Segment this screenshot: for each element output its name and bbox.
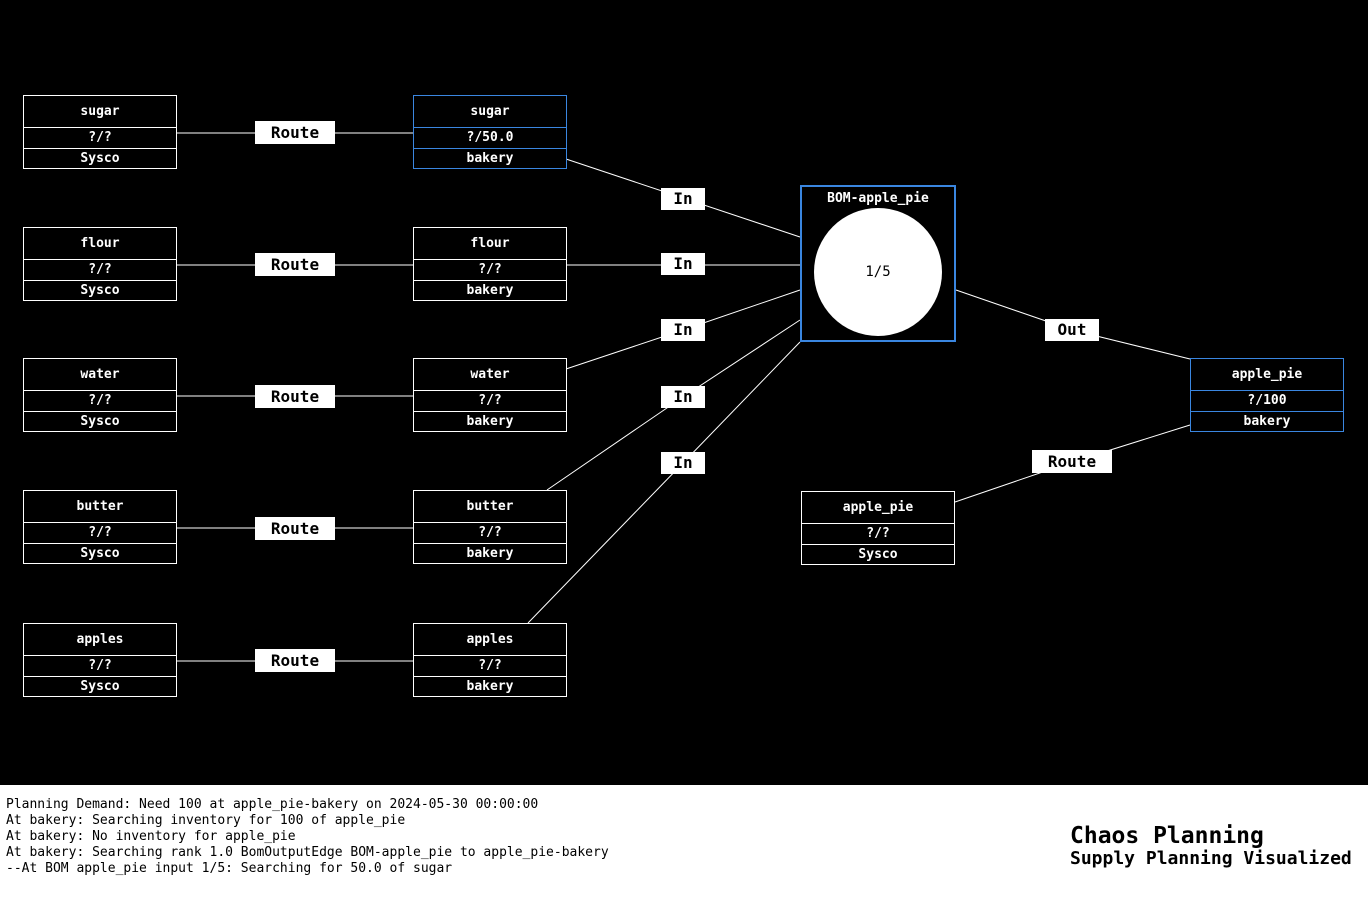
- node-location: Sysco: [858, 547, 898, 562]
- node-title: butter: [24, 491, 176, 523]
- edge-label-route: Route: [255, 121, 335, 144]
- node-title: flour: [414, 228, 566, 260]
- node-title: apples: [24, 624, 176, 656]
- edge-label-in: In: [661, 188, 705, 210]
- log-panel: [0, 785, 1368, 912]
- edge-label-route: Route: [255, 253, 335, 276]
- edge-label-in: In: [661, 452, 705, 474]
- log-line: --At BOM apple_pie input 1/5: Searching for 50.0 of sugar: [6, 861, 453, 876]
- node-qty: ?/?: [414, 391, 566, 412]
- node-location: Sysco: [80, 151, 120, 166]
- node-location: bakery: [466, 151, 514, 166]
- node-location: Sysco: [80, 414, 120, 429]
- edge-label-in: In: [661, 253, 705, 275]
- edge-label-in: In: [661, 386, 705, 408]
- node-water-bakery[interactable]: [413, 358, 567, 432]
- app-branding: [1070, 823, 1352, 869]
- edge-label-route: Route: [255, 385, 335, 408]
- node-apple-pie-sysco[interactable]: [801, 491, 955, 565]
- bom-title: BOM-apple_pie: [827, 191, 929, 206]
- node-butter-sysco[interactable]: [23, 490, 177, 564]
- node-qty: ?/?: [24, 523, 176, 544]
- edge-label-out: Out: [1045, 319, 1099, 341]
- log-line: At bakery: Searching inventory for 100 of apple_pie: [6, 813, 406, 828]
- node-qty: ?/?: [414, 656, 566, 677]
- node-water-sysco[interactable]: [23, 358, 177, 432]
- node-title: apple_pie: [1191, 359, 1343, 391]
- app-subtitle: Supply Planning Visualized: [1070, 848, 1352, 869]
- app-title: Chaos Planning: [1070, 823, 1264, 849]
- edge-label-in: In: [661, 319, 705, 341]
- edge-apples-in: [528, 342, 800, 623]
- node-qty: ?/?: [24, 260, 176, 281]
- node-location: bakery: [1243, 414, 1291, 429]
- node-qty: ?/100: [1191, 391, 1343, 412]
- node-qty: ?/?: [24, 128, 176, 149]
- node-sugar-sysco[interactable]: [23, 95, 177, 169]
- node-title: water: [24, 359, 176, 391]
- node-apples-bakery[interactable]: [413, 623, 567, 697]
- node-butter-bakery[interactable]: [413, 490, 567, 564]
- log-line: At bakery: Searching rank 1.0 BomOutputEdge BOM-apple_pie to apple_pie-bakery: [6, 845, 609, 860]
- node-location: Sysco: [80, 283, 120, 298]
- bom-io-ratio: 1/5: [865, 264, 891, 280]
- node-qty: ?/?: [24, 391, 176, 412]
- node-title: flour: [24, 228, 176, 260]
- edge-label-route: Route: [1032, 450, 1112, 473]
- node-location: Sysco: [80, 679, 120, 694]
- log-line: At bakery: No inventory for apple_pie: [6, 829, 296, 844]
- bom-io-circle: [814, 208, 942, 336]
- node-location: bakery: [466, 546, 514, 561]
- planning-log: [6, 797, 609, 877]
- node-title: sugar: [24, 96, 176, 128]
- node-location: bakery: [466, 414, 514, 429]
- edge-label-route: Route: [255, 517, 335, 540]
- node-location: bakery: [466, 679, 514, 694]
- node-title: butter: [414, 491, 566, 523]
- node-title: sugar: [414, 96, 566, 128]
- node-title: apples: [414, 624, 566, 656]
- node-qty: ?/?: [802, 524, 954, 545]
- log-line: Planning Demand: Need 100 at apple_pie-bakery on 2024-05-30 00:00:00: [6, 797, 539, 812]
- node-title: apple_pie: [802, 492, 954, 524]
- node-qty: ?/50.0: [414, 128, 566, 149]
- node-flour-bakery[interactable]: [413, 227, 567, 301]
- node-flour-sysco[interactable]: [23, 227, 177, 301]
- edge-label-route: Route: [255, 649, 335, 672]
- node-title: water: [414, 359, 566, 391]
- node-qty: ?/?: [24, 656, 176, 677]
- node-apples-sysco[interactable]: [23, 623, 177, 697]
- node-qty: ?/?: [414, 523, 566, 544]
- node-apple-pie-bakery[interactable]: [1190, 358, 1344, 432]
- node-bom-apple-pie[interactable]: [800, 185, 956, 342]
- node-location: Sysco: [80, 546, 120, 561]
- node-location: bakery: [466, 283, 514, 298]
- node-sugar-bakery[interactable]: [413, 95, 567, 169]
- node-qty: ?/?: [414, 260, 566, 281]
